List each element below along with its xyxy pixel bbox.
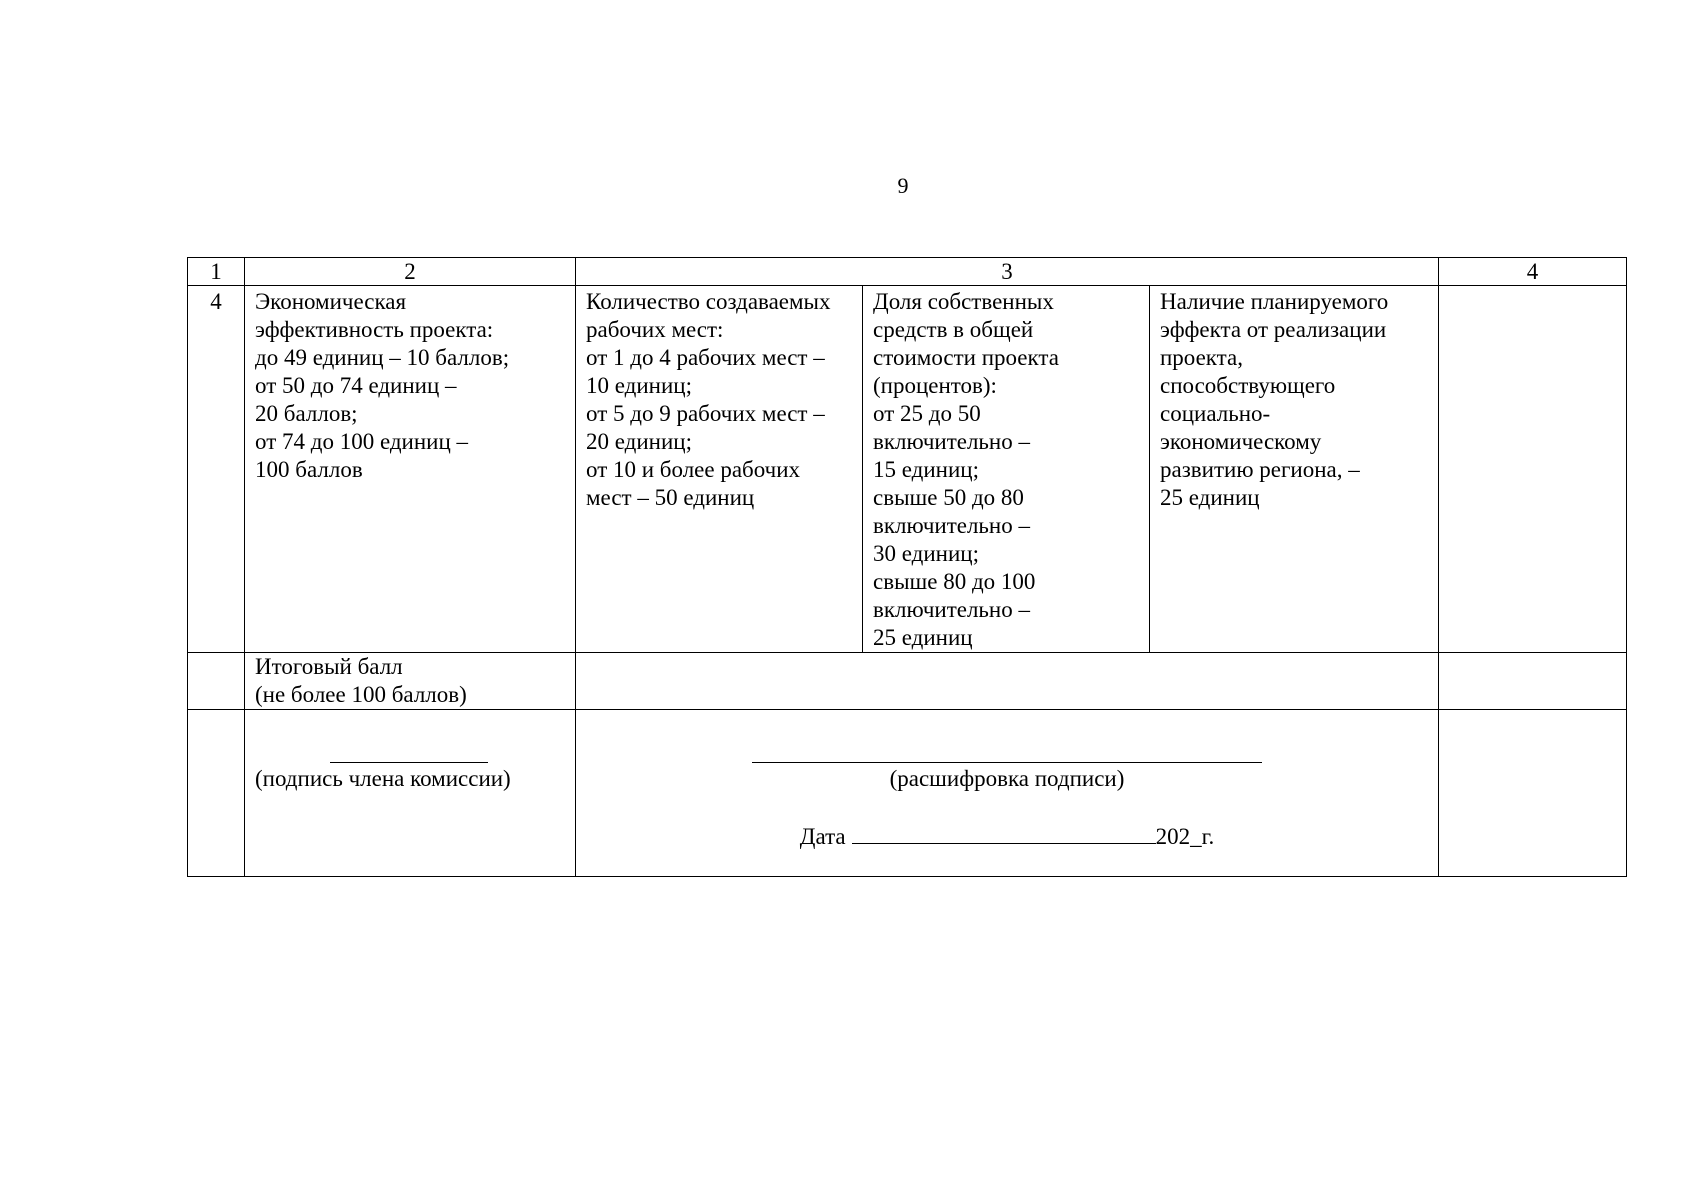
evaluation-table [187,257,1627,877]
criteria-row [188,286,1627,653]
criterion-cell: Экономическая эффективность проекта: до 49 единиц – 10 баллов; от 50 до 74 единиц – 20 баллов; от 74 до 100 единиц – 100 баллов [245,286,576,653]
total-score-label: Итоговый балл (не более 100 баллов) [245,653,576,710]
indicator-jobs-cell: Количество создаваемых рабочих мест: от 1 до 4 рабочих мест – 10 единиц; от 5 до 9 рабочих мест – 20 единиц; от 10 и более рабочих мест – 50 единиц [576,286,863,653]
score-cell[interactable] [1439,286,1627,653]
total-score-indicators-cell [576,653,1439,710]
signature-decoding-line[interactable] [752,732,1262,763]
indicator-own-funds-cell: Доля собственных средств в общей стоимости проекта (процентов): от 25 до 50 включительно – 15 единиц; свыше 50 до 80 включительно – 30 единиц; свыше 80 до 100 включительно – 25 единиц [863,286,1150,653]
indicator-regional-effect-cell: Наличие планируемого эффекта от реализации проекта, способствующего социально- экономическому развитию региона, – 25 единиц [1150,286,1439,653]
column-number-1: 1 [188,258,245,286]
date-label: Дата [799,824,846,849]
row-number: 4 [188,286,245,653]
column-number-2: 2 [245,258,576,286]
signature-row [188,710,1627,877]
signature-decoding-cell [576,710,1439,877]
date-blank-field[interactable] [852,821,1156,844]
member-signature-caption: (подпись члена комиссии) [255,766,511,791]
column-number-4: 4 [1439,258,1627,286]
total-row-number-cell [188,653,245,710]
signature-decoding-caption: (расшифровка подписи) [889,766,1125,791]
date-suffix: 202_г. [1155,824,1215,849]
member-signature-cell [245,710,576,877]
signature-score-cell [1439,710,1627,877]
total-row [188,653,1627,710]
date-line [586,821,1428,851]
column-number-3: 3 [576,258,1439,286]
total-score-value-cell[interactable] [1439,653,1627,710]
column-number-row [188,258,1627,286]
signature-row-number-cell [188,710,245,877]
page-number: 9 [897,173,909,198]
member-signature-line[interactable] [330,732,488,763]
